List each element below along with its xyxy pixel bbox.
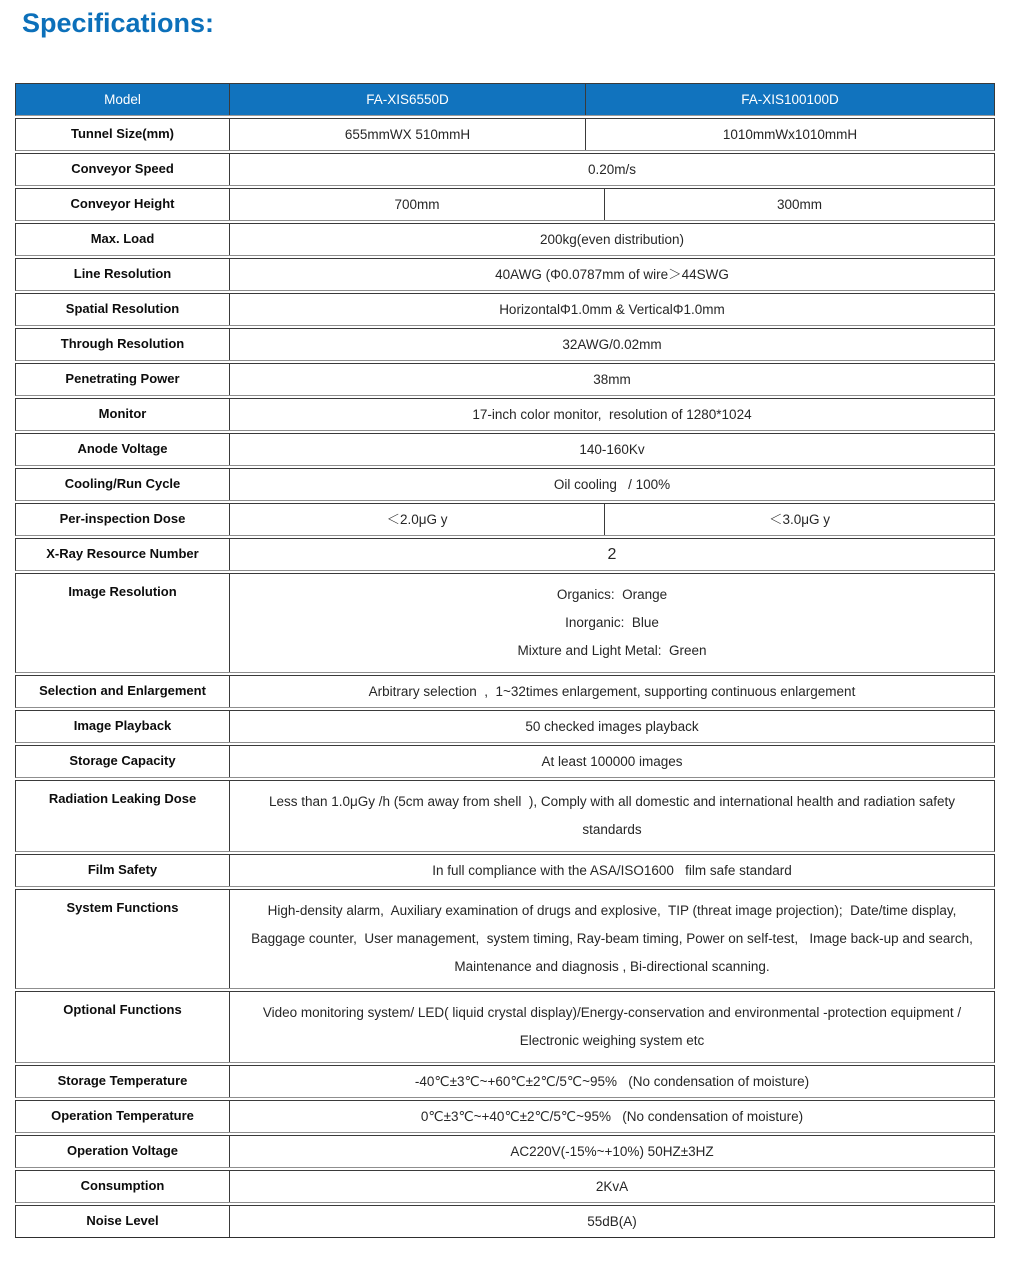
table-row — [15, 293, 995, 326]
page-title: Specifications: — [22, 8, 215, 38]
spec-value: 2KvA — [229, 1171, 994, 1202]
spec-label: Storage Capacity — [69, 753, 176, 769]
spec-value: In full compliance with the ASA/ISO1600 film safe standard — [229, 855, 994, 886]
spec-label: Per-inspection Dose — [59, 511, 186, 527]
table-row — [15, 1100, 995, 1133]
spec-label: Max. Load — [90, 231, 155, 247]
spec-label: Monitor — [98, 406, 147, 422]
spec-label: Through Resolution — [60, 336, 185, 352]
spec-value-line: Inorganic: Blue — [565, 615, 659, 630]
table-row — [15, 363, 995, 396]
spec-value-left: ＜2.0μG y — [229, 504, 604, 535]
spec-value: Oil cooling / 100% — [229, 469, 994, 500]
page — [0, 8, 1010, 1264]
spec-label: Penetrating Power — [65, 371, 180, 387]
spec-label: Consumption — [80, 1178, 165, 1194]
table-row — [15, 118, 995, 151]
spec-label: X-Ray Resource Number — [46, 546, 199, 562]
table-row — [15, 854, 995, 887]
table-row — [15, 991, 995, 1063]
table-row — [15, 1065, 995, 1098]
spec-value: 40AWG (Φ0.0787mm of wire＞44SWG — [229, 259, 994, 290]
table-row — [15, 675, 995, 708]
spec-label: Anode Voltage — [77, 441, 168, 457]
spec-value: 50 checked images playback — [229, 711, 994, 742]
table-row — [15, 398, 995, 431]
spec-value-line: Mixture and Light Metal: Green — [517, 643, 707, 658]
table-row — [15, 573, 995, 673]
spec-label: Image Playback — [73, 718, 172, 734]
table-row — [15, 780, 995, 852]
spec-label: Radiation Leaking Dose — [48, 791, 197, 806]
spec-label: Operation Temperature — [51, 1108, 194, 1124]
table-row — [15, 745, 995, 778]
table-row — [15, 1205, 995, 1238]
table-row — [15, 328, 995, 361]
spec-label: Noise Level — [86, 1213, 159, 1229]
header-model-fa-xis6550d: FA-XIS6550D — [229, 84, 585, 115]
spec-value: 55dB(A) — [229, 1206, 994, 1237]
spec-value: HorizontalΦ1.0mm & VerticalΦ1.0mm — [229, 294, 994, 325]
table-row — [15, 223, 995, 256]
table-row — [15, 538, 995, 571]
spec-value: 17-inch color monitor, resolution of 1280*1024 — [229, 399, 994, 430]
table-row — [15, 153, 995, 186]
table-row — [15, 889, 995, 989]
spec-label: Cooling/Run Cycle — [64, 476, 181, 492]
spec-label: Conveyor Speed — [71, 161, 174, 177]
table-row — [15, 710, 995, 743]
spec-label: Image Resolution — [68, 584, 177, 599]
header-model-fa-xis100100d: FA-XIS100100D — [585, 84, 994, 115]
spec-label: Storage Temperature — [57, 1073, 188, 1089]
table-row — [15, 468, 995, 501]
table-row — [15, 258, 995, 291]
table-row — [15, 1170, 995, 1203]
spec-label: Selection and Enlargement — [39, 683, 206, 699]
spec-value — [229, 574, 994, 672]
spec-value: -40℃±3℃~+60℃±2℃/5℃~95% (No condensation of moisture) — [229, 1066, 994, 1097]
spec-value: 32AWG/0.02mm — [229, 329, 994, 360]
table-row — [15, 433, 995, 466]
spec-value: 0.20m/s — [229, 154, 994, 185]
table-row — [15, 503, 995, 536]
spec-label: Tunnel Size(mm) — [70, 126, 175, 142]
spec-value: AC220V(-15%~+10%) 50HZ±3HZ — [229, 1136, 994, 1167]
spec-value: 2 — [229, 539, 994, 570]
spec-label: Film Safety — [87, 862, 158, 878]
table-row — [15, 188, 995, 221]
spec-label: Operation Voltage — [67, 1143, 178, 1159]
specifications-table — [15, 83, 995, 1238]
spec-value: Video monitoring system/ LED( liquid crystal display)/Energy-conservation and environmental -protection equipment / Electronic weighing system etc — [229, 992, 994, 1062]
spec-value: Less than 1.0μGy /h (5cm away from shell ), Comply with all domestic and international health and radiation safety standards — [229, 781, 994, 851]
table-row — [15, 1135, 995, 1168]
spec-value: At least 100000 images — [229, 746, 994, 777]
spec-value: 38mm — [229, 364, 994, 395]
spec-label: Optional Functions — [63, 1002, 182, 1017]
spec-label: System Functions — [66, 900, 179, 915]
spec-value: Arbitrary selection , 1~32times enlargement, supporting continuous enlargement — [229, 676, 994, 707]
spec-value-right: ＜3.0μG y — [604, 504, 994, 535]
spec-label: Line Resolution — [73, 266, 172, 282]
spec-value-left: 700mm — [229, 189, 604, 220]
spec-value-line: Organics: Orange — [556, 587, 668, 602]
table-header-row — [15, 83, 995, 116]
spec-value: 200kg(even distribution) — [229, 224, 994, 255]
spec-value-left: 655mmWX 510mmH — [229, 119, 585, 150]
spec-value: 140-160Kv — [229, 434, 994, 465]
spec-value: 0℃±3℃~+40℃±2℃/5℃~95% (No condensation of moisture) — [229, 1101, 994, 1132]
header-model: Model — [104, 91, 141, 107]
spec-value-right: 300mm — [604, 189, 994, 220]
spec-value: High-density alarm, Auxiliary examination of drugs and explosive, TIP (threat image projection); Date/time display, Baggage counter, User management, system timing, Ray-beam timing, Power on self-test, Image back-up and search, Maintenance and diagnosis , Bi-directional scanning. — [229, 890, 994, 988]
spec-value-right: 1010mmWx1010mmH — [585, 119, 994, 150]
spec-label: Spatial Resolution — [65, 301, 180, 317]
spec-label: Conveyor Height — [70, 196, 175, 212]
